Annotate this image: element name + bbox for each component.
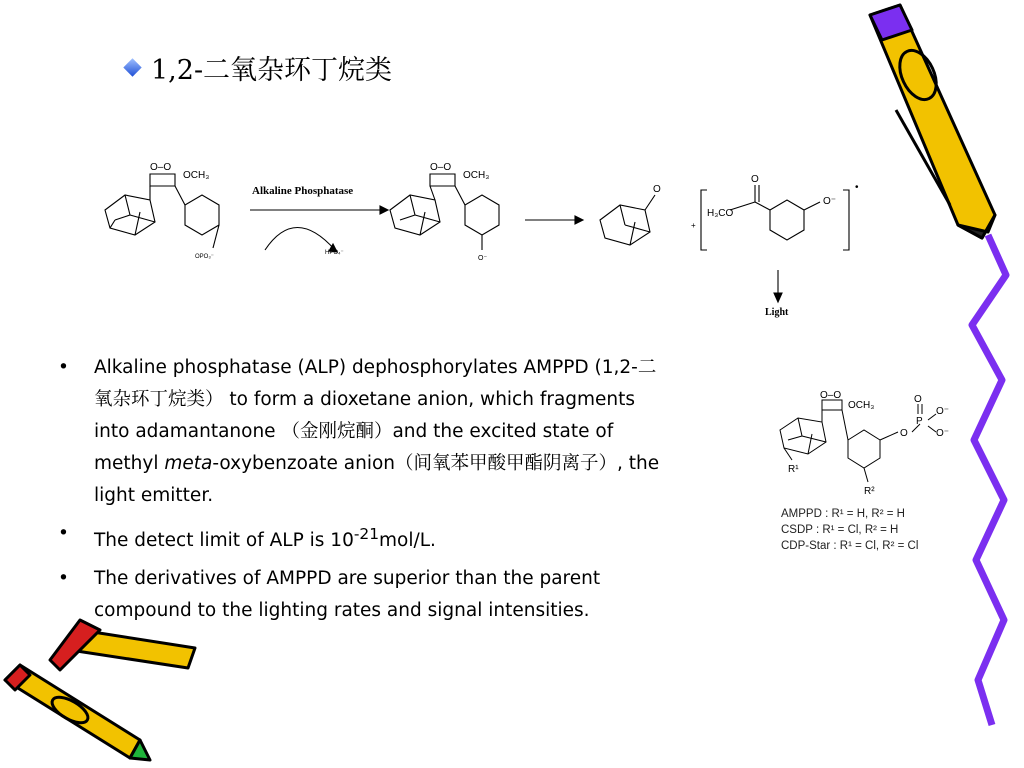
bullet-list <box>58 352 668 633</box>
svg-text:+: + <box>691 221 696 230</box>
slide-title: 1,2-二氧杂环丁烷类 <box>151 55 393 86</box>
svg-text:O⁻: O⁻ <box>823 196 837 207</box>
svg-text:OCH₃: OCH₃ <box>463 170 490 181</box>
bullet-item-1 <box>58 352 668 512</box>
legend-row-cdp-star: CDP-Star : R¹ = Cl, R² = Cl <box>781 540 919 552</box>
svg-text:O–O: O–O <box>430 162 452 173</box>
reaction-scheme <box>95 150 875 325</box>
purple-squiggle-icon <box>958 230 1018 730</box>
svg-text:OCH₃: OCH₃ <box>848 400 875 411</box>
legend-row-csdp: CSDP : R¹ = Cl, R² = H <box>781 524 899 536</box>
bullet-text-3: The derivatives of AMPPD are superior than the parent compound to the lighting rates and signal intensities. <box>94 568 601 622</box>
bullet-dot-icon: • <box>58 523 69 544</box>
svg-text:•: • <box>855 182 859 193</box>
bullet-dot-icon: • <box>58 568 69 590</box>
svg-text:H₃CO: H₃CO <box>707 208 734 219</box>
svg-text:HPO₄⁻: HPO₄⁻ <box>325 250 344 256</box>
ampdd-structure <box>770 390 970 500</box>
svg-text:Alkaline Phosphatase: Alkaline Phosphatase <box>252 185 354 197</box>
pencil-top-icon <box>860 0 1010 245</box>
svg-text:O⁻: O⁻ <box>478 255 488 262</box>
svg-text:OPO₃⁻: OPO₃⁻ <box>195 254 214 260</box>
svg-text:O: O <box>900 428 908 439</box>
compound-legend <box>781 506 918 554</box>
svg-text:O: O <box>653 184 661 195</box>
bullet-text-2: The detect limit of ALP is $10^{-21}mol/L$. <box>94 525 436 552</box>
svg-text:O⁻: O⁻ <box>936 428 950 439</box>
svg-text:OCH₃: OCH₃ <box>183 170 210 181</box>
svg-text:O: O <box>751 174 759 185</box>
bullet-dot-icon: • <box>58 357 69 378</box>
svg-text:P: P <box>916 416 923 427</box>
svg-text:O–O: O–O <box>820 390 842 401</box>
bullet-diamond-icon <box>123 58 141 76</box>
svg-text:O: O <box>914 394 922 405</box>
svg-text:R¹: R¹ <box>788 464 799 475</box>
bullet-item-2 <box>58 518 668 557</box>
svg-text:R²: R² <box>864 486 875 497</box>
svg-text:O–O: O–O <box>150 162 172 173</box>
svg-text:Light: Light <box>765 307 789 318</box>
legend-row-ampdd: AMPPD : R¹ = H, R² = H <box>781 508 905 520</box>
title-row <box>126 48 392 87</box>
pencils-bottom-icon <box>0 610 200 765</box>
adamantane-1 <box>105 195 155 235</box>
svg-text:O⁻: O⁻ <box>936 406 950 417</box>
bullet-text-1: Alkaline phosphatase (ALP) dephosphorylates AMPPD (1,2-二氧杂环丁烷类） to form a dioxetane anion, which fragments into adamantanone （金刚烷酮）and the excited state of methyl meta-oxybenzoate anion（间氧苯甲酸甲酯阴离子）, the light emitter. <box>94 357 660 506</box>
